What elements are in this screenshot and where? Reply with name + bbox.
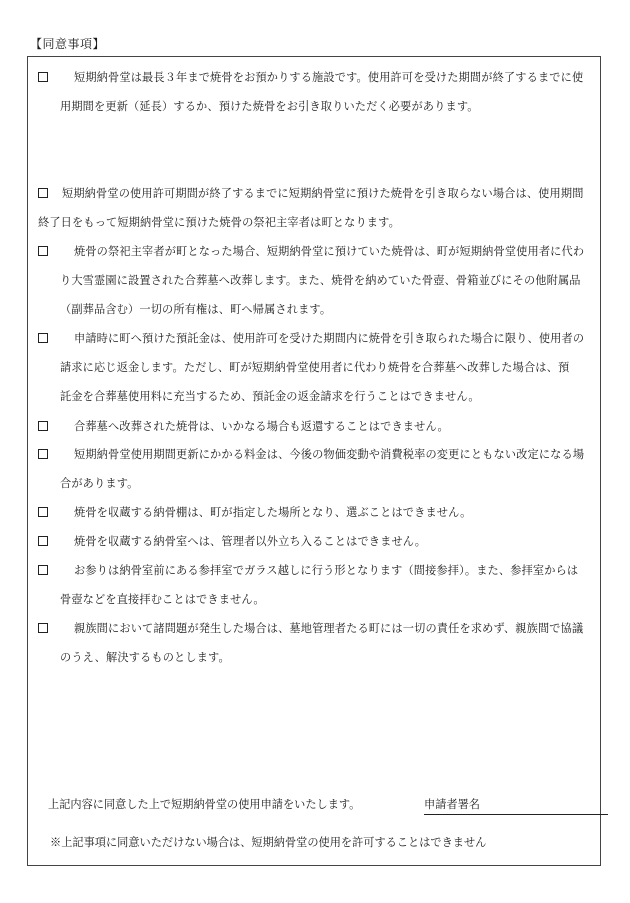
- checkbox-icon[interactable]: [38, 565, 48, 575]
- consent-item-line: [38, 469, 594, 498]
- consent-item-text: のうえ、解決するものとします。: [60, 651, 230, 664]
- checkbox-icon[interactable]: [38, 449, 48, 459]
- consent-item-line: [38, 208, 594, 237]
- consent-item-line: [38, 556, 594, 585]
- consent-item-text: 請求に応じ返金します。ただし、町が短期納骨堂使用者に代わり焼骨を合葬墓へ改葬した場合は、預: [60, 361, 570, 374]
- consent-item: [38, 63, 594, 121]
- consent-item-text: 短期納骨堂の使用許可期間が終了するまでに短期納骨堂に預けた焼骨を引き取らない場合は、使用期間: [62, 187, 584, 200]
- consent-item-text: 申請時に町へ預けた預託金は、使用許可を受けた期間内に焼骨を引き取られた場合に限り、使用者の: [74, 332, 585, 345]
- consent-item-line: [38, 643, 594, 672]
- consent-item-line: [38, 266, 594, 295]
- consent-item-text: 短期納骨堂使用期間更新にかかる料金は、今後の物価変動や消費税率の変更にともない改定になる場: [74, 448, 585, 461]
- consent-item-line: [38, 324, 594, 353]
- checkbox-icon[interactable]: [38, 421, 48, 431]
- checkbox-icon[interactable]: [38, 536, 48, 546]
- consent-item: [38, 614, 594, 672]
- consent-item-text: 短期納骨堂は最長３年まで焼骨をお預かりする施設です。使用許可を受けた期間が終了するまでに使: [74, 71, 584, 84]
- consent-item-line: [38, 614, 594, 643]
- consent-item-text: 骨壺などを直接拝むことはできません。: [60, 593, 265, 606]
- consent-item: [38, 498, 594, 527]
- section-title: 【同意事項】: [30, 37, 106, 51]
- consent-item: [38, 237, 594, 324]
- consent-item: [38, 527, 594, 556]
- checkbox-icon[interactable]: [38, 246, 48, 256]
- consent-item-text: 焼骨を収蔵する納骨棚は、町が指定した場所となり、選ぶことはできません。: [74, 506, 472, 519]
- consent-item-line: [38, 527, 594, 556]
- signature-statement: 上記内容に同意した上で短期納骨堂の使用申請をいたします。: [48, 798, 361, 811]
- consent-note: ※上記事項に同意いただけない場合は、短期納骨堂の使用を許可することはできません: [50, 836, 487, 849]
- consent-item: [38, 440, 594, 498]
- consent-item-text: 焼骨の祭祀主宰者が町となった場合、短期納骨堂に預けていた焼骨は、町が短期納骨堂使用者に代わ: [74, 245, 585, 258]
- consent-item: [38, 556, 594, 614]
- checkbox-icon[interactable]: [38, 72, 48, 82]
- consent-box: [27, 56, 601, 866]
- consent-item-line: [38, 412, 594, 441]
- consent-item: [38, 179, 594, 237]
- consent-item: [38, 324, 594, 411]
- consent-item-text: 用期間を更新（延長）するか、預けた焼骨をお引き取りいただく必要があります。: [60, 100, 479, 113]
- consent-item-line: [38, 179, 594, 208]
- consent-item-text: 終了日をもって短期納骨堂に預けた焼骨の祭祀主宰者は町となります。: [38, 216, 400, 229]
- consent-item-text: り大雪霊園に設置された合葬墓へ改葬します。また、焼骨を納めていた骨壺、骨箱並びにその他附属品: [60, 274, 581, 287]
- checkbox-icon[interactable]: [38, 623, 48, 633]
- consent-item-text: （副葬品含む）一切の所有権は、町へ帰属されます。: [60, 303, 332, 316]
- consent-item-text: 託金を合葬墓使用料に充当するため、預託金の返金請求を行うことはできません。: [60, 390, 480, 403]
- consent-item-line: [38, 237, 594, 266]
- signature-field[interactable]: 申請者署名: [424, 797, 608, 815]
- consent-item-text: 合があります。: [60, 477, 139, 490]
- consent-item-line: [38, 92, 594, 121]
- consent-item-text: 合葬墓へ改葬された焼骨は、いかなる場合も返還することはできません。: [74, 420, 449, 433]
- consent-item-line: [38, 353, 594, 382]
- checkbox-icon[interactable]: [38, 507, 48, 517]
- signature-row: [48, 797, 598, 813]
- consent-item-text: 焼骨を収蔵する納骨室へは、管理者以外立ち入ることはできません。: [74, 535, 427, 548]
- consent-item-line: [38, 295, 594, 324]
- consent-item-text: 親族間において諸問題が発生した場合は、墓地管理者たる町には一切の責任を求めず、親族間で協議: [74, 622, 584, 635]
- consent-item-line: [38, 440, 594, 469]
- checkbox-icon[interactable]: [38, 333, 48, 343]
- consent-item-text: お参りは納骨室前にある参拝室でガラス越しに行う形となります（間接参拝）。また、参拝室からは: [74, 564, 579, 577]
- consent-item: [38, 412, 594, 441]
- consent-item-line: [38, 63, 594, 92]
- consent-item-line: [38, 585, 594, 614]
- consent-item-line: [38, 382, 594, 411]
- consent-item-line: [38, 498, 594, 527]
- checkbox-icon[interactable]: [38, 188, 48, 198]
